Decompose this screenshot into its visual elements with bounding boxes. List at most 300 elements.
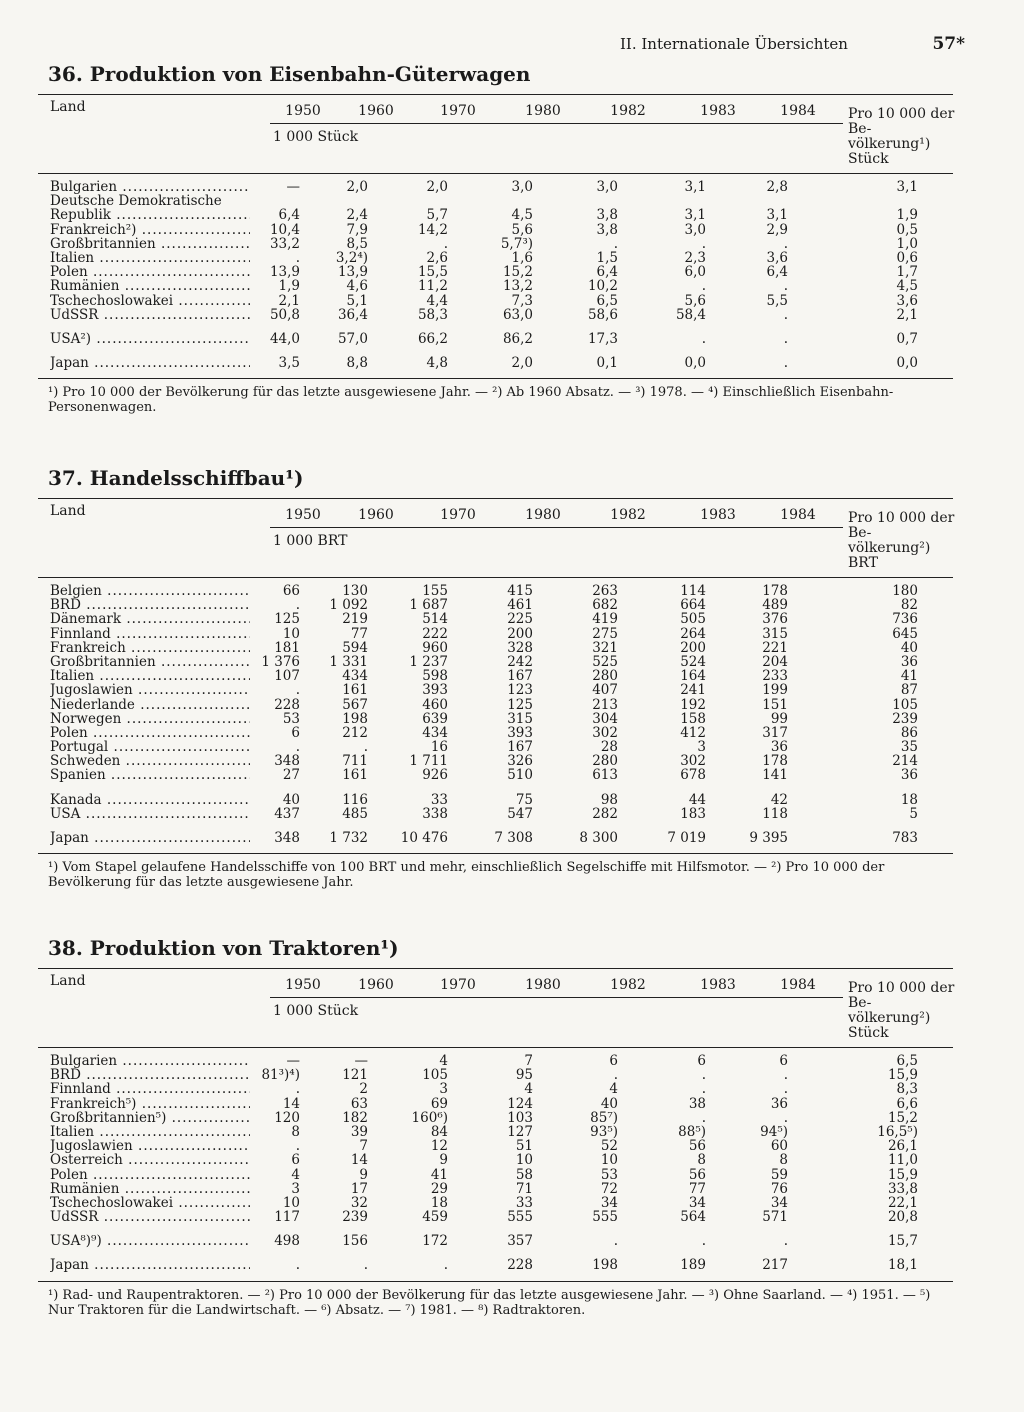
value-cell: 56 [688,1166,706,1183]
per-capita-cell: 40 [900,639,918,656]
value-cell: 239 [342,1209,368,1226]
value-cell: . [701,1233,706,1250]
country-cell [50,1139,250,1153]
value-cell: . [295,597,300,614]
value-cell: 263 [592,583,618,599]
table-row [38,655,953,669]
value-cell: 189 [680,1257,706,1274]
value-cell: 547 [507,805,533,822]
value-cell: 498 [274,1233,300,1250]
value-cell: 10 476 [400,830,448,846]
value-cell: 415 [507,583,533,599]
value-cell: 85⁷) [590,1109,618,1126]
value-cell: 86,2 [502,330,533,347]
footnote: ¹) Pro 10 000 der Bevölkerung für das letzte ausgewiesene Jahr. — ²) Ab 1960 Absatz. — ³) 1978. — ⁴) Einschließlich Eisenbahn-Personenwagen. [48,385,894,416]
value-cell: 567 [342,696,368,713]
value-cell: . [363,739,368,756]
country-cell [50,279,250,293]
value-cell: . [701,1081,706,1098]
table-row [38,1082,953,1096]
value-cell: 489 [762,597,788,614]
value-cell: 2,6 [426,249,448,266]
value-cell: 57,0 [337,330,368,347]
value-cell: 183 [680,805,706,822]
value-cell: 228 [507,1257,533,1274]
table-title: 36. Produktion von Eisenbahn-Güterwagen [48,62,531,86]
year-header: 1983 [700,507,736,523]
value-cell: 338 [422,805,448,822]
value-cell: 192 [680,696,706,713]
value-cell: 1 237 [409,653,448,670]
value-cell: 14 [350,1152,368,1169]
table-body [38,1048,953,1273]
value-cell: 3,0 [684,221,706,238]
country-cell [50,768,250,782]
value-cell: 204 [762,653,788,670]
value-cell: 51 [515,1138,533,1155]
table-row [38,669,953,683]
table-row [38,768,953,782]
bottom-rule [38,378,953,379]
value-cell: 393 [507,724,533,741]
value-cell: 7 019 [667,830,706,846]
value-cell: . [701,330,706,347]
country-name: Jugoslawien ..... [50,683,250,697]
value-cell: 8,5 [346,235,368,252]
table-row [38,223,953,237]
per-capita-cell: 33,8 [887,1180,918,1197]
year-header: 1984 [780,103,816,119]
value-cell: 3,6 [766,249,788,266]
country-cell [50,698,250,712]
per-capita-cell: 36 [900,767,918,784]
value-cell: 6,4 [278,207,300,224]
value-cell: 6,4 [596,264,618,281]
value-cell: 6 [291,724,300,741]
value-cell: 3 [291,1180,300,1197]
country-cell [50,265,250,279]
table-row [38,726,953,740]
value-cell: 2,4 [346,207,368,224]
value-cell: 639 [422,710,448,727]
value-cell: 221 [762,639,788,656]
value-cell: 0,1 [596,355,618,372]
value-cell: 41 [430,1166,448,1183]
per-capita-cell: 26,1 [887,1138,918,1155]
value-cell: 326 [507,753,533,770]
per-capita-header: Pro 10 000 der Be- völkerung²) Stück [848,980,955,1041]
value-cell: 10 [282,625,300,642]
value-cell: 40 [600,1095,618,1112]
per-capita-cell: 82 [900,597,918,614]
table-row [38,683,953,697]
value-cell: 58,3 [417,306,448,323]
value-cell: 28 [600,739,618,756]
value-cell: 16 [430,739,448,756]
value-cell: 155 [422,583,448,599]
value-cell: 7,9 [346,221,368,238]
value-cell: 72 [600,1180,618,1197]
value-cell: 926 [422,767,448,784]
country-cell [50,754,250,768]
country-name: Großbritannien ..... [50,237,250,251]
table-row [38,1182,953,1196]
table-row [38,237,953,251]
country-name: Japan ..... [50,831,250,845]
value-cell: 29 [430,1180,448,1197]
value-cell: 321 [592,639,618,656]
value-cell: 58,6 [587,306,618,323]
country-name: Frankreich²) ..... [50,223,250,237]
per-capita-cell: 20,8 [887,1209,918,1226]
per-capita-cell: 105 [892,696,918,713]
footnote: ¹) Rad- und Raupentraktoren. — ²) Pro 10 000 der Bevölkerung für das letzte ausgewiesene Jahr. — ³) Ohne Saarland. — ⁴) 1951. — ⁵) Nur Traktoren für die Landwirtschaft. — ⁶) Absatz. — ⁷) 1981. — ⁸) Radtraktoren. [48,1287,931,1318]
country-name: BRD ..... [50,1068,250,1082]
value-cell: 10 [282,1194,300,1211]
value-cell: 6 [609,1053,618,1069]
country-name: Kanada ..... [50,793,250,807]
country-cell [50,683,250,697]
value-cell: 14,2 [417,221,448,238]
table-row [38,332,953,346]
value-cell: 711 [342,753,368,770]
value-cell: 58,4 [675,306,706,323]
year-header: 1984 [780,977,816,993]
value-cell: 11,2 [417,278,448,295]
value-cell: 63,0 [502,306,533,323]
value-cell: 280 [592,668,618,685]
value-cell: 459 [422,1209,448,1226]
table-row [38,698,953,712]
per-capita-cell: 16,5⁵) [877,1123,918,1140]
country-cell [50,237,250,251]
per-capita-cell: 736 [892,611,918,628]
country-name: Japan ..... [50,356,250,370]
country-name: UdSSR ..... [50,308,250,322]
table-row [38,1054,953,1068]
value-cell: . [295,1257,300,1274]
value-cell: 5,6 [684,292,706,309]
table-row [38,1139,953,1153]
value-cell: — [286,1053,300,1069]
value-cell: 181 [274,639,300,656]
value-cell: 198 [592,1257,618,1274]
country-name: USA ..... [50,807,250,821]
table-header [38,499,953,577]
value-cell: 105 [422,1067,448,1084]
value-cell: 77 [688,1180,706,1197]
value-cell: 182 [342,1109,368,1126]
per-capita-cell: 86 [900,724,918,741]
value-cell: 1 732 [329,830,368,846]
year-header: 1950 [285,103,321,119]
value-cell: . [783,355,788,372]
table-row [38,1234,953,1248]
country-name: Polen ..... [50,726,250,740]
country-cell [50,1182,250,1196]
value-cell: 5,1 [346,292,368,309]
value-cell: 6 [697,1053,706,1069]
country-name: Großbritannien ..... [50,655,250,669]
year-header: 1960 [358,977,394,993]
value-cell: 664 [680,597,706,614]
per-capita-cell: 15,2 [887,1109,918,1126]
value-cell: 198 [342,710,368,727]
value-cell: 66 [282,583,300,599]
value-cell: 121 [342,1067,368,1084]
per-capita-cell: 0,6 [896,249,918,266]
table-row [38,584,953,598]
country-name: Polen ..... [50,265,250,279]
country-name: Niederlande ..... [50,698,250,712]
value-cell: 10,2 [587,278,618,295]
country-name: Finnland ..... [50,627,250,641]
year-header: 1982 [610,507,646,523]
year-header: 1970 [440,977,476,993]
value-cell: 514 [422,611,448,628]
table-row [38,1125,953,1139]
value-cell: 302 [592,724,618,741]
country-cell [50,308,250,322]
value-cell: 94⁵) [760,1123,788,1140]
country-name: Italien ..... [50,1125,250,1139]
country-cell [50,1258,250,1272]
country-cell [50,740,250,754]
value-cell: 304 [592,710,618,727]
country-name: Österreich ..... [50,1153,250,1167]
country-name: Bulgarien ..... [50,180,250,194]
value-cell: 53 [282,710,300,727]
country-name: Portugal ..... [50,740,250,754]
table-row [38,308,953,322]
value-cell: 8 [697,1152,706,1169]
value-cell: 505 [680,611,706,628]
country-cell [50,655,250,669]
table-row [38,251,953,265]
value-cell: 393 [422,682,448,699]
country-cell [50,627,250,641]
table-title: 37. Handelsschiffbau¹) [48,466,304,490]
value-cell: 3 [439,1081,448,1098]
value-cell: 682 [592,597,618,614]
value-cell: 167 [507,739,533,756]
country-name: Großbritannien⁵) ..... [50,1111,250,1125]
value-cell: 678 [680,767,706,784]
country-name: Frankreich⁵) ..... [50,1097,250,1111]
value-cell: 156 [342,1233,368,1250]
value-cell: 348 [274,830,300,846]
value-cell: 172 [422,1233,448,1250]
per-capita-cell: 0,0 [896,355,918,372]
value-cell: 0,0 [684,355,706,372]
value-cell: 160⁶) [411,1109,448,1126]
table-row [38,180,953,194]
value-cell: 4 [439,1053,448,1069]
per-capita-cell: 18 [900,791,918,808]
value-cell: 217 [762,1257,788,1274]
value-cell: 564 [680,1209,706,1226]
value-cell: 3 [697,739,706,756]
per-capita-cell: 15,9 [887,1166,918,1183]
country-cell [50,669,250,683]
value-cell: 613 [592,767,618,784]
country-cell [50,1153,250,1167]
country-name: Finnland ..... [50,1082,250,1096]
value-cell: 233 [762,668,788,685]
land-header: Land [50,503,86,519]
table-row [38,1068,953,1082]
value-cell: 9 [439,1152,448,1169]
value-cell: . [783,1067,788,1084]
table-row [38,1097,953,1111]
value-cell: 2,0 [511,355,533,372]
value-cell: 376 [762,611,788,628]
year-header: 1960 [358,103,394,119]
table-row [38,793,953,807]
per-capita-cell: 22,1 [887,1194,918,1211]
value-cell: 56 [688,1138,706,1155]
value-cell: 2,9 [766,221,788,238]
country-cell [50,1168,250,1182]
value-cell: 125 [274,611,300,628]
value-cell: 8 [779,1152,788,1169]
value-cell: 460 [422,696,448,713]
value-cell: 219 [342,611,368,628]
value-cell: . [701,1109,706,1126]
year-header: 1982 [610,977,646,993]
table-row [38,831,953,845]
value-cell: 161 [342,767,368,784]
value-cell: 3,2⁴) [335,249,368,266]
country-name: Rumänien ..... [50,1182,250,1196]
country-name: Belgien ..... [50,584,250,598]
value-cell: 200 [507,625,533,642]
value-cell: 5,7³) [500,235,533,252]
per-capita-cell: 0,5 [896,221,918,238]
footnote: ¹) Vom Stapel gelaufene Handelsschiffe von 100 BRT und mehr, einschließlich Segelschiffe mit Hilfsmotor. — ²) Pro 10 000 der Bevölkerung für das letzte ausgewiesene Jahr. [48,860,885,891]
country-cell [50,612,250,626]
value-cell: . [295,1081,300,1098]
value-cell: 3,0 [511,179,533,195]
value-cell: 178 [762,583,788,599]
value-cell: 8,8 [346,355,368,372]
value-cell: . [783,278,788,295]
table-body [38,174,953,370]
country-name: Italien ..... [50,669,250,683]
table-section-37 [38,466,953,890]
country-cell [50,1082,250,1096]
unit-rule [270,527,843,528]
page-header [620,34,965,54]
country-cell [50,712,250,726]
value-cell: 33 [515,1194,533,1211]
value-cell: 1 711 [409,753,448,770]
value-cell: 36 [770,739,788,756]
value-cell: 17 [350,1180,368,1197]
value-cell: . [295,1138,300,1155]
value-cell: 1 687 [409,597,448,614]
year-header: 1983 [700,103,736,119]
value-cell: 5,6 [511,221,533,238]
page-number: 57* [932,34,965,54]
table-row [38,1168,953,1182]
value-cell: 315 [507,710,533,727]
country-cell [50,1054,250,1068]
value-cell: 357 [507,1233,533,1250]
value-cell: 34 [688,1194,706,1211]
per-capita-cell: 18,1 [887,1257,918,1274]
value-cell: 164 [680,668,706,685]
section-title: II. Internationale Übersichten [620,35,848,53]
country-cell [50,831,250,845]
value-cell: 125 [507,696,533,713]
per-capita-cell: 87 [900,682,918,699]
value-cell: 34 [600,1194,618,1211]
country-name: Italien ..... [50,251,250,265]
value-cell: 4 [609,1081,618,1098]
country-cell [50,1125,250,1139]
year-header: 1970 [440,507,476,523]
value-cell: 1 092 [329,597,368,614]
value-cell: 116 [342,791,368,808]
value-cell: . [295,682,300,699]
value-cell: 434 [422,724,448,741]
value-cell: 76 [770,1180,788,1197]
land-header: Land [50,99,86,115]
table-row [38,1153,953,1167]
per-capita-cell: 4,5 [896,278,918,295]
value-cell: 75 [515,791,533,808]
table-section-38 [38,936,953,1318]
value-cell: 158 [680,710,706,727]
value-cell: 117 [274,1209,300,1226]
value-cell: . [783,306,788,323]
value-cell: 348 [274,753,300,770]
value-cell: 161 [342,682,368,699]
value-cell: 130 [342,583,368,599]
value-cell: . [443,235,448,252]
value-cell: 555 [507,1209,533,1226]
value-cell: 127 [507,1123,533,1140]
value-cell: 95 [515,1067,533,1084]
country-cell [50,598,250,612]
country-cell [50,251,250,265]
value-cell: 555 [592,1209,618,1226]
value-cell: 4,8 [426,355,448,372]
land-header: Land [50,973,86,989]
value-cell: 15,5 [417,264,448,281]
table-row [38,712,953,726]
value-cell: 280 [592,753,618,770]
value-cell: 8 300 [579,830,618,846]
value-cell: 123 [507,682,533,699]
per-capita-cell: 783 [892,830,918,846]
per-capita-cell: 8,3 [896,1081,918,1098]
value-cell: . [613,1233,618,1250]
value-cell: 1,5 [596,249,618,266]
value-cell: 107 [274,668,300,685]
value-cell: 7,3 [511,292,533,309]
value-cell: 114 [680,583,706,599]
value-cell: 282 [592,805,618,822]
value-cell: 52 [600,1138,618,1155]
country-name: USA²) ..... [50,332,250,346]
value-cell: 407 [592,682,618,699]
country-cell [50,1196,250,1210]
value-cell: 4,6 [346,278,368,295]
value-cell: 4 [524,1081,533,1098]
value-cell: 81³)⁴) [261,1067,300,1084]
